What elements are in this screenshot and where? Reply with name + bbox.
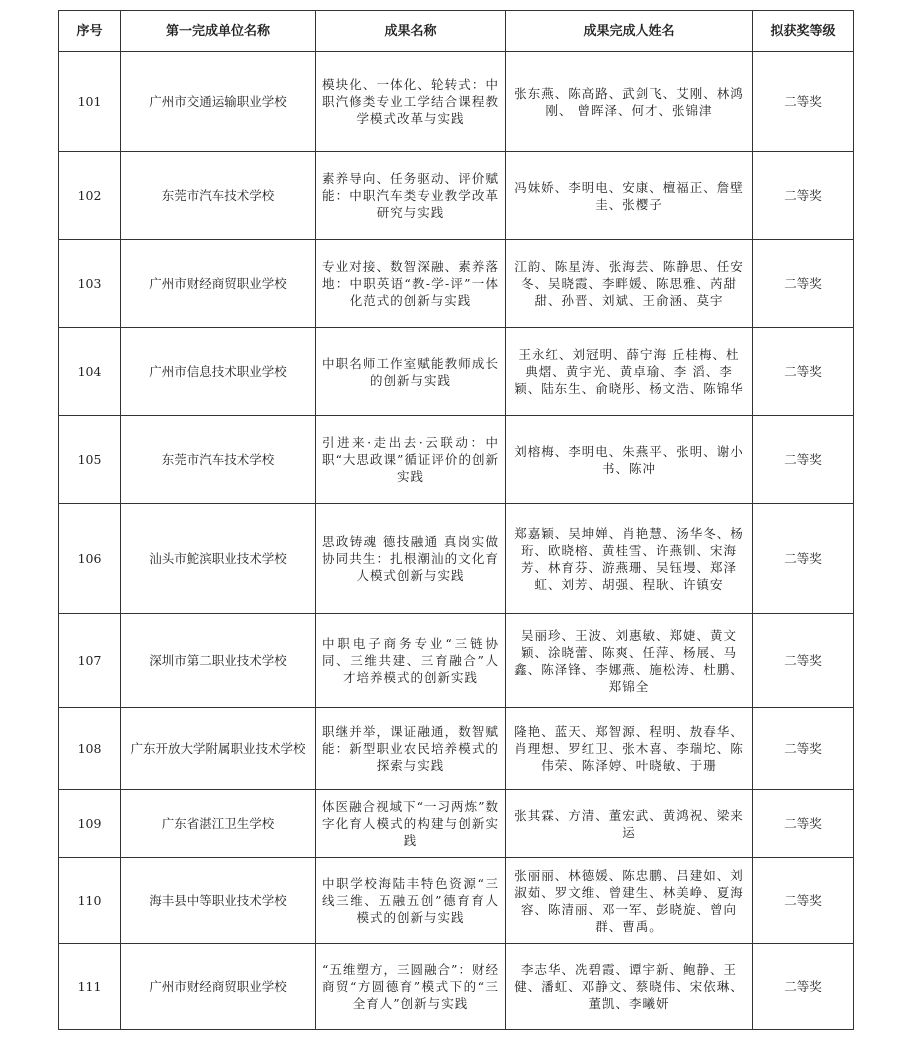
award-level: 二等奖: [753, 614, 854, 708]
table-body: [59, 52, 854, 1030]
award-level: 二等奖: [753, 858, 854, 944]
table-row: [59, 52, 854, 152]
achievement-title: 素养导向、任务驱动、评价赋能：中职汽车类专业教学改革研究与实践: [316, 152, 506, 240]
row-number: 101: [59, 52, 121, 152]
completer-names: 王永红、刘冠明、薛宁海 丘桂梅、杜典熠、黄宇光、黄卓瑜、李 滔、李 颖、陆东生、俞晓彤、杨文浩、陈锦华: [506, 328, 753, 416]
row-number: 107: [59, 614, 121, 708]
header-people: 成果完成人姓名: [506, 11, 753, 52]
table-row: [59, 152, 854, 240]
unit-name: 广东开放大学附属职业技术学校: [121, 708, 316, 790]
achievement-title: 模块化、一体化、轮转式：中职汽修类专业工学结合课程教学模式改革与实践: [316, 52, 506, 152]
unit-name: 广州市财经商贸职业学校: [121, 240, 316, 328]
achievement-title: 引进来·走出去·云联动：中职“大思政课”循证评价的创新实践: [316, 416, 506, 504]
header-award: 拟获奖等级: [753, 11, 854, 52]
table-row: [59, 240, 854, 328]
completer-names: 张丽丽、林德媛、陈忠鹏、吕建如、刘淑茹、罗文维、曾建生、林美峥、夏海容、陈清丽、邓一军、彭晓旋、曾向群、曹禹。: [506, 858, 753, 944]
unit-name: 东莞市汽车技术学校: [121, 152, 316, 240]
table-row: [59, 504, 854, 614]
completer-names: 刘榕梅、李明电、朱燕平、张明、谢小书、陈冲: [506, 416, 753, 504]
header-title: 成果名称: [316, 11, 506, 52]
unit-name: 广州市信息技术职业学校: [121, 328, 316, 416]
achievement-title: 思政铸魂 德技融通 真岗实做 协同共生：扎根潮汕的文化育人模式创新与实践: [316, 504, 506, 614]
awards-table: [58, 10, 854, 1030]
table-row: [59, 790, 854, 858]
completer-names: 隆艳、蓝天、郑智源、程明、敖春华、肖理想、罗红卫、张木喜、李瑞坨、陈伟荣、陈泽婷、叶晓敏、于珊: [506, 708, 753, 790]
completer-names: 李志华、冼碧霞、谭宇新、鲍静、王健、潘虹、邓静文、蔡晓伟、宋依琳、董凯、李曦妍: [506, 944, 753, 1030]
row-number: 111: [59, 944, 121, 1030]
table-row: [59, 858, 854, 944]
completer-names: 吴丽珍、王波、刘惠敏、郑婕、黄文颖、涂晓蕾、陈爽、任萍、杨展、马鑫、陈泽锋、李娜燕、施松涛、杜鹏、郑锦全: [506, 614, 753, 708]
achievement-title: 中职电子商务专业“三链协同、三维共建、三育融合”人才培养模式的创新实践: [316, 614, 506, 708]
row-number: 110: [59, 858, 121, 944]
row-number: 104: [59, 328, 121, 416]
unit-name: 东莞市汽车技术学校: [121, 416, 316, 504]
completer-names: 张其霖、方清、董宏武、黄鸿祝、梁来运: [506, 790, 753, 858]
unit-name: 汕头市鮀滨职业技术学校: [121, 504, 316, 614]
unit-name: 海丰县中等职业技术学校: [121, 858, 316, 944]
row-number: 109: [59, 790, 121, 858]
table-row: [59, 416, 854, 504]
row-number: 102: [59, 152, 121, 240]
award-level: 二等奖: [753, 52, 854, 152]
achievement-title: “五维塑方，三圆融合”：财经商贸“方圆德育”模式下的“三全育人”创新与实践: [316, 944, 506, 1030]
unit-name: 深圳市第二职业技术学校: [121, 614, 316, 708]
table-header-row: [59, 11, 854, 52]
table-row: [59, 708, 854, 790]
header-number: 序号: [59, 11, 121, 52]
achievement-title: 职继并举，课证融通，数智赋能：新型职业农民培养模式的探索与实践: [316, 708, 506, 790]
award-level: 二等奖: [753, 708, 854, 790]
award-level: 二等奖: [753, 504, 854, 614]
award-level: 二等奖: [753, 416, 854, 504]
award-level: 二等奖: [753, 152, 854, 240]
award-level: 二等奖: [753, 790, 854, 858]
award-level: 二等奖: [753, 240, 854, 328]
unit-name: 广东省湛江卫生学校: [121, 790, 316, 858]
achievement-title: 中职名师工作室赋能教师成长的创新与实践: [316, 328, 506, 416]
unit-name: 广州市财经商贸职业学校: [121, 944, 316, 1030]
row-number: 103: [59, 240, 121, 328]
row-number: 105: [59, 416, 121, 504]
row-number: 108: [59, 708, 121, 790]
header-unit: 第一完成单位名称: [121, 11, 316, 52]
table-row: [59, 944, 854, 1030]
table-row: [59, 614, 854, 708]
completer-names: 张东燕、陈高路、武剑飞、艾刚、林鸿刚、 曾晖泽、何才、张锦津: [506, 52, 753, 152]
award-level: 二等奖: [753, 944, 854, 1030]
table-row: [59, 328, 854, 416]
achievement-title: 体医融合视域下“一习两炼”数字化育人模式的构建与创新实践: [316, 790, 506, 858]
achievement-title: 中职学校海陆丰特色资源“三线三维、五融五创”德育育人模式的创新与实践: [316, 858, 506, 944]
unit-name: 广州市交通运输职业学校: [121, 52, 316, 152]
completer-names: 江韵、陈星涛、张海芸、陈静思、任安冬、吴晓霞、李畔媛、陈思雅、芮甜甜、孙晋、刘斌、王俞涵、莫宇: [506, 240, 753, 328]
completer-names: 冯妹娇、李明电、安康、檀福正、詹壁圭、张樱子: [506, 152, 753, 240]
award-level: 二等奖: [753, 328, 854, 416]
row-number: 106: [59, 504, 121, 614]
achievement-title: 专业对接、数智深融、素养落地：中职英语“教-学-评”一体化范式的创新与实践: [316, 240, 506, 328]
completer-names: 郑嘉颖、吴坤婵、肖艳慧、汤华冬、杨珩、欧晓榕、黄桂雪、许燕钏、宋海芳、林育芬、游燕珊、吴钰墁、郑泽虹、刘芳、胡强、程耿、许镇安: [506, 504, 753, 614]
